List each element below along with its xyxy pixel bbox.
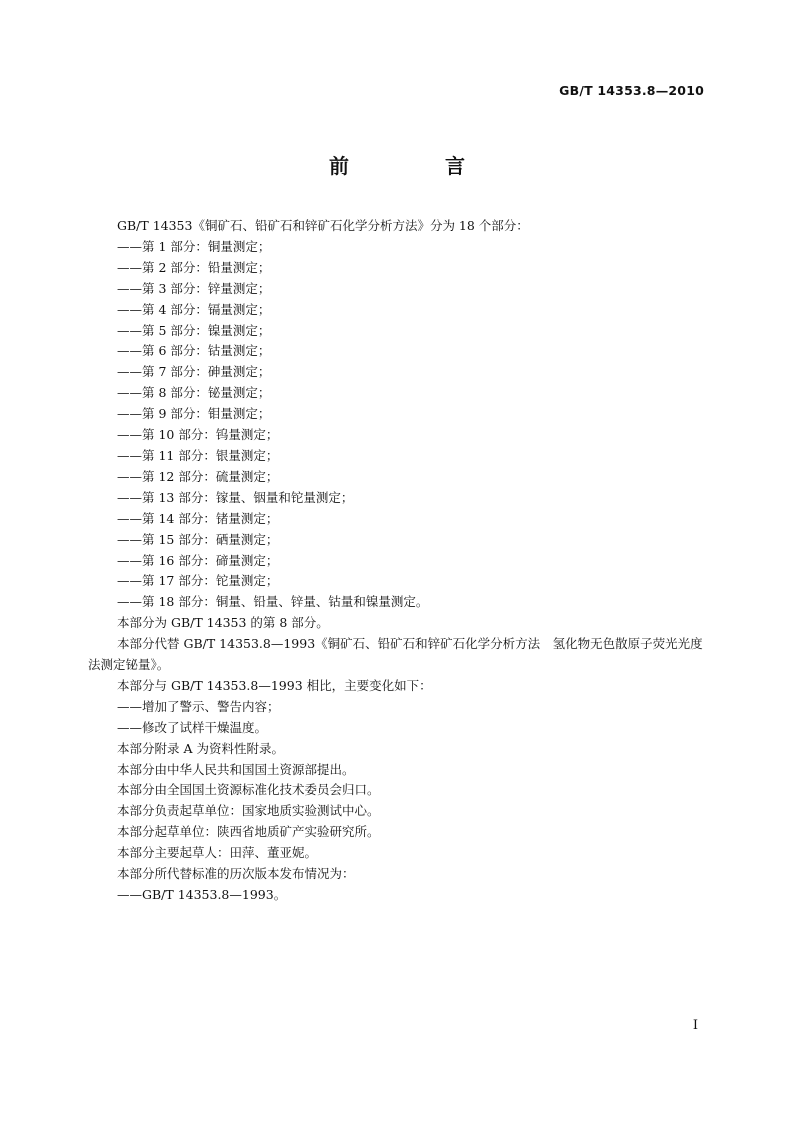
list-item: ——第 9 部分：钼量测定； bbox=[117, 406, 271, 422]
list-item: ——第 4 部分：镉量测定； bbox=[117, 301, 271, 317]
paragraph: 本部分代替 GB/T 14353.8—1993《铜矿石、铅矿石和锌矿石化学分析方法 氢化物无色散原子荧光光度法测定铋量》。 bbox=[88, 636, 703, 673]
list-item: ——第 1 部分：铜量测定； bbox=[117, 238, 271, 254]
list-item: ——第 5 部分：镍量测定； bbox=[117, 322, 271, 338]
list-item: ——第 10 部分：钨量测定； bbox=[117, 427, 279, 443]
list-item: ——第 18 部分：铜量、铅量、锌量、钴量和镍量测定。 bbox=[117, 594, 429, 610]
paragraph: 本部分为 GB/T 14353 的第 8 部分。 bbox=[117, 615, 329, 631]
standard-code-header: GB/T 14353.8—2010 bbox=[559, 83, 704, 98]
paragraph: 本部分起草单位：陕西省地质矿产实验研究所。 bbox=[117, 824, 380, 840]
list-item: ——第 13 部分：镓量、铟量和铊量测定； bbox=[117, 489, 354, 505]
list-item: ——GB/T 14353.8—1993。 bbox=[117, 887, 287, 902]
list-item: ——第 11 部分：银量测定； bbox=[117, 447, 279, 463]
list-item: ——第 7 部分：砷量测定； bbox=[117, 364, 271, 380]
page-title: 前 言 bbox=[329, 154, 503, 178]
list-item: ——第 3 部分：锌量测定； bbox=[117, 280, 271, 296]
list-item: ——第 14 部分：锗量测定； bbox=[117, 510, 279, 526]
paragraph: 本部分主要起草人：田萍、董亚妮。 bbox=[117, 845, 318, 861]
paragraph: 本部分负责起草单位：国家地质实验测试中心。 bbox=[117, 803, 380, 819]
paragraph: GB/T 14353《铜矿石、铅矿石和锌矿石化学分析方法》分为 18 个部分： bbox=[117, 218, 529, 233]
paragraph: 本部分由中华人民共和国国土资源部提出。 bbox=[117, 761, 355, 777]
paragraph: 本部分所代替标准的历次版本发布情况为： bbox=[117, 866, 355, 882]
list-item: ——增加了警示、警告内容； bbox=[117, 698, 280, 714]
paragraph: 本部分附录 A 为资料性附录。 bbox=[117, 740, 284, 756]
list-item: ——第 12 部分：硫量测定； bbox=[117, 468, 279, 484]
list-item: ——修改了试样干燥温度。 bbox=[117, 719, 268, 735]
list-item: ——第 2 部分：铅量测定； bbox=[117, 259, 271, 275]
list-item: ——第 6 部分：钴量测定； bbox=[117, 343, 271, 359]
paragraph: 本部分与 GB/T 14353.8—1993 相比，主要变化如下： bbox=[117, 677, 432, 693]
list-item: ——第 8 部分：铋量测定； bbox=[117, 385, 271, 401]
list-item: ——第 16 部分：碲量测定； bbox=[117, 552, 279, 568]
list-item: ——第 15 部分：硒量测定； bbox=[117, 531, 279, 547]
list-item: ——第 17 部分：铊量测定； bbox=[117, 573, 279, 589]
paragraph: 本部分由全国国土资源标准化技术委员会归口。 bbox=[117, 782, 380, 798]
document-body bbox=[88, 216, 708, 906]
page-number: I bbox=[692, 1018, 698, 1033]
